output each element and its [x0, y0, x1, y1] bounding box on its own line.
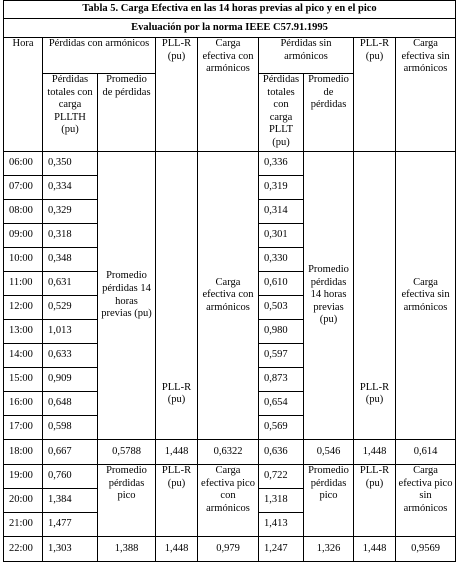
promedio-sin-previas: Promedio pérdidas 14 horas previas (pu) [304, 152, 354, 440]
pllth-cell: 1,303 [43, 537, 98, 562]
hour-cell: 21:00 [4, 513, 43, 537]
pllt-cell: 0,597 [259, 344, 304, 368]
pllt-cell: 0,301 [259, 224, 304, 248]
pllt-cell: 0,636 [259, 440, 304, 465]
pllth-cell: 0,598 [43, 416, 98, 440]
table-row-2200 [4, 537, 456, 562]
header-promedio-sin: Promedio de pérdidas [304, 74, 354, 152]
pllt-cell: 1,318 [259, 489, 304, 513]
pllt-cell: 0,503 [259, 296, 304, 320]
hour-cell: 17:00 [4, 416, 43, 440]
table-title: Tabla 5. Carga Efectiva en las 14 horas previas al pico y en el pico [4, 1, 456, 19]
pllt-cell: 0,319 [259, 176, 304, 200]
header-promedio-con: Promedio de pérdidas [98, 74, 156, 152]
carga-sin-pico: Carga efectiva pico sin armónicos [396, 465, 456, 537]
pllth-cell: 0,667 [43, 440, 98, 465]
carga-con-cell: 0,979 [198, 537, 259, 562]
hour-cell: 12:00 [4, 296, 43, 320]
promedio-sin-cell: 1,326 [304, 537, 354, 562]
pllr-1-cell: 1,448 [156, 440, 198, 465]
hour-cell: 08:00 [4, 200, 43, 224]
table-row [4, 152, 456, 176]
promedio-sin-pico: Promedio pérdidas pico [304, 465, 354, 537]
pllr-1-previas: PLL-R (pu) [156, 152, 198, 440]
pllt-cell: 0,610 [259, 272, 304, 296]
hour-cell: 13:00 [4, 320, 43, 344]
pllth-cell: 0,760 [43, 465, 98, 489]
carga-con-cell: 0,6322 [198, 440, 259, 465]
promedio-sin-cell: 0,546 [304, 440, 354, 465]
pllth-cell: 0,648 [43, 392, 98, 416]
pllt-cell: 0,980 [259, 320, 304, 344]
header-perdidas-sin: Pérdidas sin armónicos [259, 38, 354, 74]
hour-cell: 15:00 [4, 368, 43, 392]
header-carga-con: Carga efectiva con armónicos [198, 38, 259, 152]
hour-cell: 09:00 [4, 224, 43, 248]
carga-con-pico: Carga efectiva pico con armónicos [198, 465, 259, 537]
pllth-cell: 0,334 [43, 176, 98, 200]
hour-cell: 11:00 [4, 272, 43, 296]
carga-sin-previas: Carga efectiva sin armónicos [396, 152, 456, 440]
table-subtitle: Evaluación por la norma IEEE C57.91.1995 [4, 19, 456, 38]
pllr-2-cell: 1,448 [354, 440, 396, 465]
hour-cell: 22:00 [4, 537, 43, 562]
hour-cell: 07:00 [4, 176, 43, 200]
pllt-cell: 0,569 [259, 416, 304, 440]
pllt-cell: 0,873 [259, 368, 304, 392]
pllt-cell: 1,413 [259, 513, 304, 537]
header-hora: Hora [4, 38, 43, 152]
pllth-cell: 0,631 [43, 272, 98, 296]
header-pllt: Pérdidas totales con carga PLLT (pu) [259, 74, 304, 152]
pllt-cell: 0,336 [259, 152, 304, 176]
pllt-cell: 0,722 [259, 465, 304, 489]
header-carga-sin: Carga efectiva sin armónicos [396, 38, 456, 152]
pllth-cell: 0,350 [43, 152, 98, 176]
hour-cell: 19:00 [4, 465, 43, 489]
carga-con-previas: Carga efectiva con armónicos [198, 152, 259, 440]
carga-sin-cell: 0,9569 [396, 537, 456, 562]
header-perdidas-con: Pérdidas con armónicos [43, 38, 156, 74]
pllth-cell: 0,329 [43, 200, 98, 224]
pllth-cell: 0,909 [43, 368, 98, 392]
carga-sin-cell: 0,614 [396, 440, 456, 465]
pllth-cell: 1,013 [43, 320, 98, 344]
header-pllr-2: PLL-R (pu) [354, 38, 396, 152]
hour-cell: 20:00 [4, 489, 43, 513]
promedio-con-cell: 1,388 [98, 537, 156, 562]
hour-cell: 16:00 [4, 392, 43, 416]
pllr-2-cell: 1,448 [354, 537, 396, 562]
pllt-cell: 0,314 [259, 200, 304, 224]
pllth-cell: 1,384 [43, 489, 98, 513]
pllth-cell: 0,318 [43, 224, 98, 248]
table-row [4, 465, 456, 489]
header-pllr-1: PLL-R (pu) [156, 38, 198, 152]
pllth-cell: 0,348 [43, 248, 98, 272]
hour-cell: 10:00 [4, 248, 43, 272]
pllt-cell: 1,247 [259, 537, 304, 562]
pllr-2-previas: PLL-R (pu) [354, 152, 396, 440]
promedio-con-pico: Promedio pérdidas pico [98, 465, 156, 537]
hour-cell: 18:00 [4, 440, 43, 465]
pllth-cell: 1,477 [43, 513, 98, 537]
promedio-con-cell: 0,5788 [98, 440, 156, 465]
pllth-cell: 0,633 [43, 344, 98, 368]
hour-cell: 14:00 [4, 344, 43, 368]
table-row-1800 [4, 440, 456, 465]
pllt-cell: 0,654 [259, 392, 304, 416]
results-table [3, 0, 456, 562]
header-pllth: Pérdidas totales con carga PLLTH (pu) [43, 74, 98, 152]
pllt-cell: 0,330 [259, 248, 304, 272]
pllr-2-pico: PLL-R (pu) [354, 465, 396, 537]
promedio-con-previas: Promedio pérdidas 14 horas previas (pu) [98, 152, 156, 440]
table-page [3, 0, 455, 562]
pllr-1-cell: 1,448 [156, 537, 198, 562]
hour-cell: 06:00 [4, 152, 43, 176]
pllth-cell: 0,529 [43, 296, 98, 320]
pllr-1-pico: PLL-R (pu) [156, 465, 198, 537]
